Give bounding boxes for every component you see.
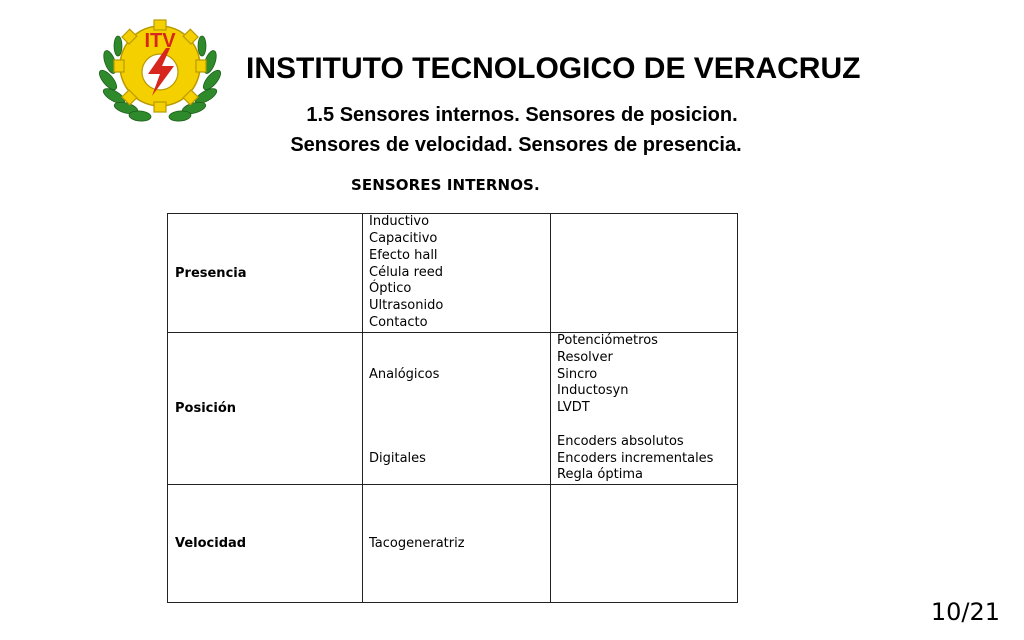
list-item: Encoders absolutos [557,433,684,449]
list-item: Inductosyn [557,383,629,399]
logo-letters: ITV [144,30,176,52]
analog-label: Analógicos [369,367,440,383]
list-item: Inductivo [369,214,430,230]
list-item: Tacogeneratriz [369,536,465,552]
list-item: Resolver [557,349,613,365]
table-row [168,214,738,333]
list-item: Regla óptima [557,467,643,483]
table-row [168,333,738,485]
page-number: 10/21 [930,598,1000,626]
list-item: Potenciómetros [557,333,658,348]
list-item: Célula reed [369,264,443,280]
list-item: Capacitivo [369,231,438,246]
position-types-cell [363,333,551,485]
subtitle-line-2: Sensores de velocidad. Sensores de presencia. [290,134,742,156]
list-item: Óptico [369,281,412,297]
empty-cell [551,214,738,333]
presence-types-cell [363,214,551,333]
digital-label: Digitales [369,451,426,467]
velocity-types-cell [363,485,551,603]
list-item: Contacto [369,314,428,330]
institute-title: INSTITUTO TECNOLOGICO DE VERACRUZ [246,52,861,85]
list-item: LVDT [557,400,590,416]
row-label: Velocidad [168,485,363,603]
subtitle-line-1: 1.5 Sensores internos. Sensores de posicion. [306,104,738,126]
position-subtypes-cell [551,333,738,485]
empty-cell [551,485,738,603]
list-item: Efecto hall [369,247,438,263]
table-row [168,485,738,603]
row-label: Presencia [168,214,363,333]
row-label: Posición [168,333,363,485]
list-item: Ultrasonido [369,298,444,314]
list-item: Sincro [557,366,598,382]
sensors-table [167,213,738,603]
list-item: Encoders incrementales [557,450,714,466]
table-title: SENSORES INTERNOS. [351,176,540,194]
